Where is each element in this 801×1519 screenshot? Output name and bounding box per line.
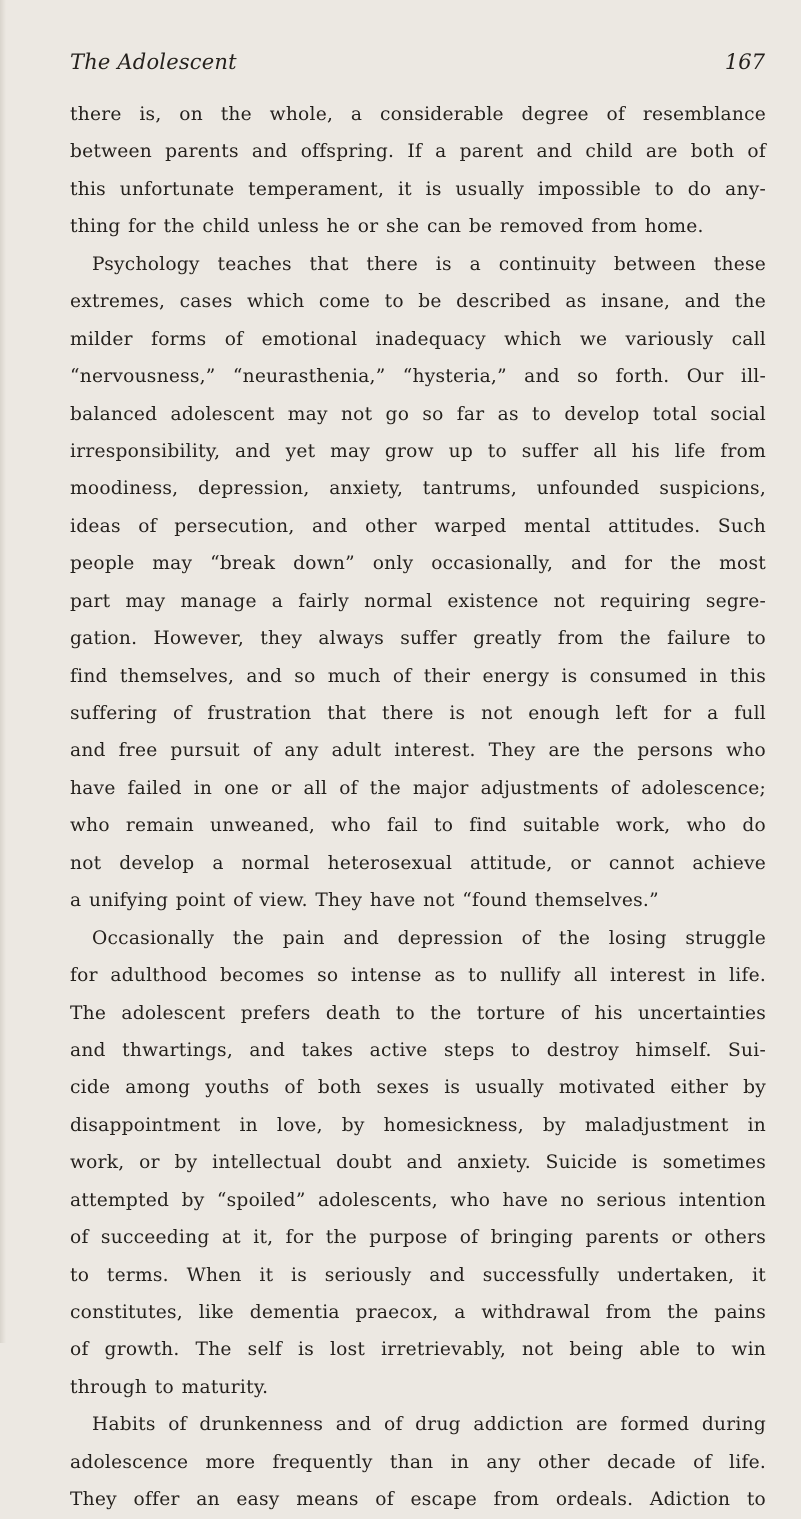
- text-line: moodiness, depression, anxiety, tantrums, unfounded suspicions,: [70, 478, 766, 500]
- text-line: work, or by intellectual doubt and anxiety. Suicide is sometimes: [70, 1152, 766, 1174]
- text-line: a unifying point of view. They have not “found themselves.”: [70, 890, 659, 912]
- text-line: balanced adolescent may not go so far as to develop total social: [70, 403, 766, 425]
- running-title: The Adolescent: [70, 50, 237, 74]
- text-line: ideas of persecution, and other warped mental attitudes. Such: [70, 515, 766, 537]
- body-text: [70, 96, 766, 1519]
- text-line: constitutes, like dementia praecox, a withdrawal from the pains: [70, 1302, 766, 1323]
- text-line: not develop a normal heterosexual attitude, or cannot achieve: [70, 852, 766, 874]
- text-line: people may “break down” only occasionally, and for the most: [70, 553, 766, 575]
- text-line: find themselves, and so much of their energy is consumed in this: [70, 665, 766, 687]
- text-line: Occasionally the pain and depression of the losing struggle: [92, 927, 766, 949]
- text-line: Psychology teaches that there is a continuity between these: [92, 253, 766, 275]
- page-number: 167: [724, 50, 765, 74]
- text-line: and free pursuit of any adult interest. They are the persons who: [70, 740, 766, 762]
- text-line: to terms. When it is seriously and successfully undertaken, it: [70, 1264, 766, 1286]
- text-line: milder forms of emotional inadequacy which we variously call: [70, 328, 766, 350]
- text-line: disappointment in love, by homesickness, by maladjustment in: [70, 1114, 766, 1136]
- running-head: [70, 50, 765, 82]
- text-line: The adolescent prefers death to the torture of his uncertainties: [70, 1002, 766, 1024]
- text-line: between parents and offspring. If a parent and child are both of: [70, 141, 766, 163]
- text-line: gation. However, they always suffer greatly from the failure to: [70, 628, 766, 650]
- text-line: They offer an easy means of escape from ordeals. Adiction to: [70, 1489, 766, 1511]
- text-line: suffering of frustration that there is not enough left for a full: [70, 703, 766, 724]
- text-line: of succeeding at it, for the purpose of bringing parents or others: [70, 1227, 766, 1249]
- text-line: who remain unweaned, who fail to find suitable work, who do: [70, 815, 766, 837]
- text-line: thing for the child unless he or she can be removed from home.: [70, 216, 704, 238]
- text-line: through to maturity.: [70, 1376, 269, 1398]
- text-line: there is, on the whole, a considerable degree of resemblance: [70, 104, 766, 125]
- text-line: of growth. The self is lost irretrievably, not being able to win: [70, 1339, 766, 1361]
- text-line: adolescence more frequently than in any other decade of life.: [70, 1451, 766, 1473]
- text-line: extremes, cases which come to be described as insane, and the: [70, 291, 766, 313]
- text-line: “nervousness,” “neurasthenia,” “hysteria,” and so forth. Our ill-: [70, 366, 766, 388]
- text-line: attempted by “spoiled” adolescents, who have no serious intention: [70, 1189, 766, 1211]
- text-line: have failed in one or all of the major adjustments of adolescence;: [70, 777, 766, 799]
- page-binding-shadow: [0, 0, 6, 1343]
- text-line: part may manage a fairly normal existence not requiring segre-: [70, 590, 766, 612]
- text-line: for adulthood becomes so intense as to nullify all interest in life.: [70, 965, 766, 987]
- text-line: and thwartings, and takes active steps to destroy himself. Sui-: [70, 1039, 766, 1061]
- text-line: irresponsibility, and yet may grow up to suffer all his life from: [70, 440, 766, 462]
- text-line: cide among youths of both sexes is usually motivated either by: [70, 1077, 766, 1099]
- text-line: Habits of drunkenness and of drug addiction are formed during: [92, 1414, 766, 1436]
- text-line: this unfortunate temperament, it is usually impossible to do any-: [70, 178, 766, 200]
